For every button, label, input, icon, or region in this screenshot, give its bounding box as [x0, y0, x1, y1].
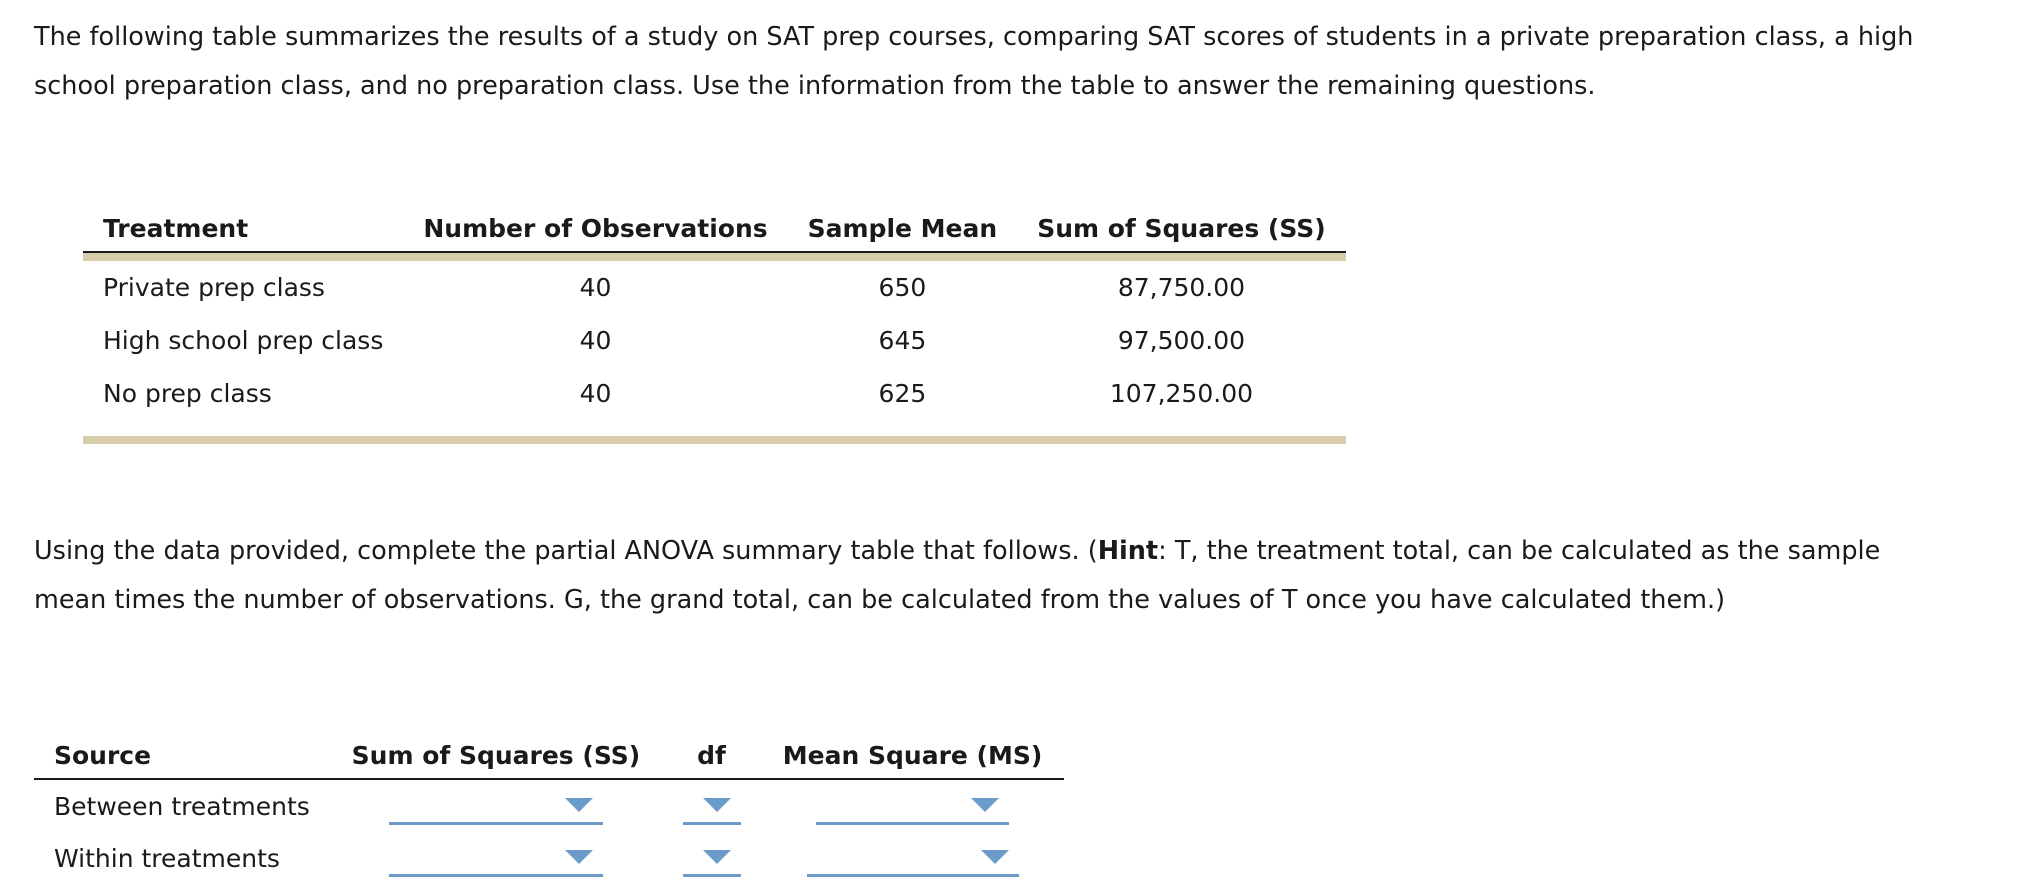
header-sum-of-squares: Sum of Squares (SS)	[1017, 182, 1346, 252]
caret-down-icon[interactable]	[565, 798, 593, 812]
treatment-cell: Private prep class	[103, 273, 325, 302]
source-between-label: Between treatments	[54, 791, 310, 821]
intro-paragraph: The following table summarizes the results of a study on SAT prep courses, comparing SAT scores of students in a private preparation class, a high school preparation class, and no preparation class. Use the information from the table to answer the remaining questions.	[34, 22, 1914, 101]
between-ss-dropdown[interactable]	[389, 788, 603, 825]
ss-cell: 107,250.00	[1109, 379, 1253, 408]
mean-cell: 650	[878, 273, 927, 302]
header-mean-square: Mean Square (MS)	[761, 724, 1064, 779]
table-bottom-rule	[83, 436, 1346, 444]
header-anova-ss: Sum of Squares (SS)	[330, 724, 662, 779]
caret-down-icon[interactable]	[565, 850, 593, 864]
instructions-prefix: Using the data provided, complete the partial ANOVA summary table that follows. (	[34, 536, 1098, 566]
caret-down-icon[interactable]	[703, 850, 731, 864]
between-df-dropdown[interactable]	[683, 788, 741, 825]
ss-cell: 87,750.00	[1117, 273, 1246, 302]
header-sample-mean: Sample Mean	[788, 182, 1018, 252]
within-df-dropdown[interactable]	[683, 840, 741, 877]
anova-header-row	[34, 724, 1064, 779]
results-table-header-row	[83, 182, 1346, 252]
within-ms-dropdown[interactable]	[807, 840, 1019, 877]
hint-label: Hint	[1097, 536, 1159, 566]
observations-cell: 40	[579, 273, 612, 302]
caret-down-icon[interactable]	[971, 798, 999, 812]
anova-summary-table	[34, 724, 1064, 884]
source-within-label: Within treatments	[54, 843, 280, 873]
observations-cell: 40	[579, 379, 612, 408]
header-source: Source	[34, 724, 330, 779]
mean-cell: 625	[878, 379, 927, 408]
mean-cell: 645	[878, 326, 927, 355]
results-table	[83, 182, 1346, 444]
header-treatment: Treatment	[83, 182, 403, 252]
treatment-cell: No prep class	[103, 379, 272, 408]
instructions-suffix: : T, the treatment total, can be calculated as the sample mean times the number of observations. G, the grand total, can be calculated from the values of T once you have calculated them.)	[34, 536, 1881, 615]
instructions-paragraph	[34, 527, 1934, 625]
header-df: df	[662, 724, 761, 779]
anova-row-within	[34, 832, 1064, 884]
between-ms-dropdown[interactable]	[816, 788, 1009, 825]
table-top-rule	[83, 252, 1346, 261]
caret-down-icon[interactable]	[981, 850, 1009, 864]
caret-down-icon[interactable]	[703, 798, 731, 812]
treatment-cell: High school prep class	[103, 326, 384, 355]
observations-cell: 40	[579, 326, 612, 355]
header-observations: Number of Observations	[403, 182, 787, 252]
table-row	[83, 314, 1346, 367]
within-ss-dropdown[interactable]	[389, 840, 603, 877]
table-row	[83, 367, 1346, 424]
anova-row-between	[34, 779, 1064, 832]
ss-cell: 97,500.00	[1117, 326, 1246, 355]
table-row	[83, 261, 1346, 314]
